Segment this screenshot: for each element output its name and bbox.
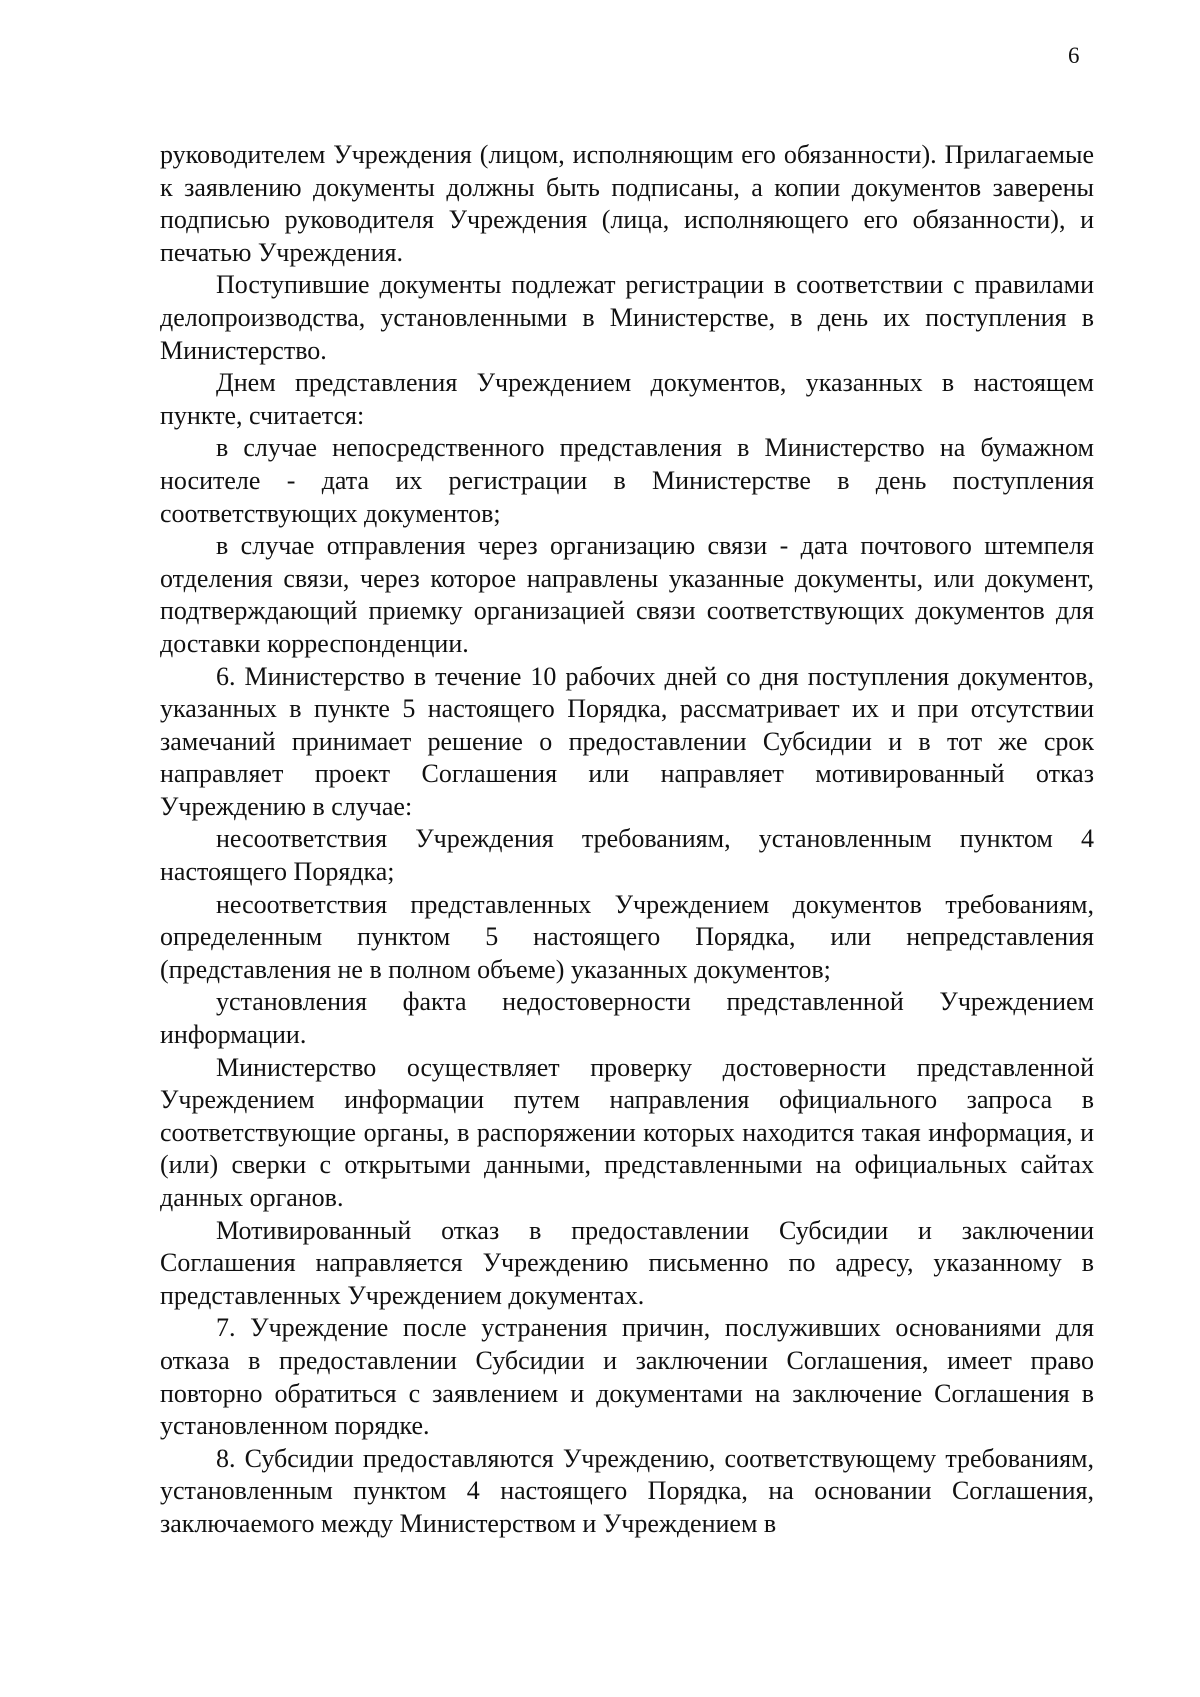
page-number: 6 [1068,43,1080,68]
paragraph-submission-day: Днем представления Учреждением документов, указанных в настоящем пункте, считается: [160,368,1094,430]
paragraph-registration: Поступившие документы подлежат регистрации в соответствии с правилами делопроизводства, установленными в Министерстве, в день их поступления в Министерство. [160,270,1094,365]
paragraph-verification: Министерство осуществляет проверку достоверности представленной Учреждением информации путем направления официального запроса в соответствующие органы, в распоряжении которых находится такая информация, и (или) сверки с открытыми данными, представленными на официальных сайтах данных органов. [160,1052,1094,1212]
paragraph-clause-6: 6. Министерство в течение 10 рабочих дней со дня поступления документов, указанных в пункте 5 настоящего Порядка, рассматривает их и при отсутствии замечаний принимает решение о предоставлении Субсидии и в тот же срок направляет проект Соглашения или направляет мотивированный отказ Учреждению в случае: [160,661,1094,821]
paragraph-clause-8: 8. Субсидии предоставляются Учреждению, соответствующему требованиям, установленным пунктом 4 настоящего Порядка, на основании Соглашения, заключаемого между Министерством и Учреждением в [160,1443,1094,1538]
paragraph-refusal-notice: Мотивированный отказ в предоставлении Субсидии и заключении Соглашения направляется Учреждению письменно по адресу, указанному в представленных Учреждением документах. [160,1215,1094,1310]
paragraph-refusal-reason-2: несоответствия представленных Учреждением документов требованиям, определенным пунктом 5 настоящего Порядка, или непредставления (представления не в полном объеме) указанных документов; [160,889,1094,984]
paragraph-refusal-reason-1: несоответствия Учреждения требованиям, установленным пунктом 4 настоящего Порядка; [160,824,1094,887]
document-body [160,139,1094,1541]
paragraph-postal-submission: в случае отправления через организацию связи - дата почтового штемпеля отделения связи, через которое направлены указанные документы, или документ, подтверждающий приемку организацией связи соответствующих документов для доставки корреспонденции. [160,531,1094,658]
paragraph-clause-7: 7. Учреждение после устранения причин, послуживших основаниями для отказа в предоставлении Субсидии и заключении Соглашения, имеет право повторно обратиться с заявлением и документами на заключение Соглашения в установленном порядке. [160,1313,1094,1441]
paragraph-continuation: руководителем Учреждения (лицом, исполняющим его обязанности). Прилагаемые к заявлению документы должны быть подписаны, а копии документов заверены подписью руководителя Учреждения (лица, исполняющего его обязанности), и печатью Учреждения. [160,140,1094,267]
paragraph-refusal-reason-3: установления факта недостоверности представленной Учреждением информации. [160,987,1094,1050]
paragraph-direct-submission: в случае непосредственного представления в Министерство на бумажном носителе - дата их регистрации в Министерстве в день поступления соответствующих документов; [160,433,1094,528]
